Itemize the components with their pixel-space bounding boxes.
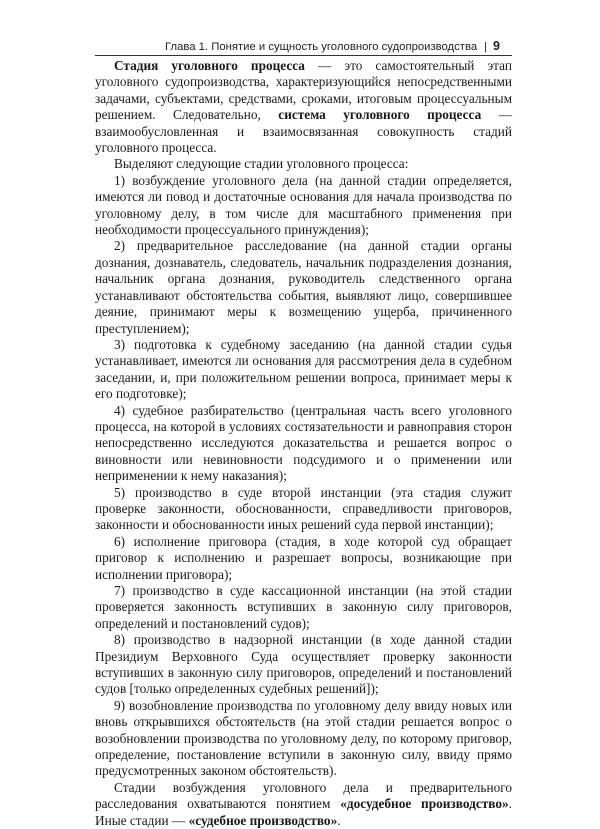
list-item-9: 9) возобновление производства по уголовному делу ввиду новых или вновь открывшихся обстоятельств (на этой стадии решается вопрос о возобновлении производства по уголовному делу, по которому приговор, определение, постановление вступили в законную силу, ввиду прямо предусмотренных законом обстоятельств).	[95, 697, 512, 779]
intro-paragraph: Стадия уголовного процесса — это самостоятельный этап уголовного судопроизводства, характеризующийся непосредственными задачами, субъектами, средствами, сроками, итоговым процессуальным решением. Следовательно, система уголовного процесса — взаимообусловленная и взаимосвязанная совокупность стадий уголовного процесса.	[95, 58, 512, 156]
chapter-title: Глава 1. Понятие и сущность уголовного судопроизводства	[165, 41, 478, 53]
running-header	[132, 39, 500, 53]
term-system: система уголовного процесса	[278, 107, 482, 123]
list-item-4: 4) судебное разбирательство (центральная часть всего уголовного процесса, на которой в условиях состязательности и равноправия сторон непосредственно исследуются доказательства и решается вопрос о виновности или невиновности подсудимого и о применении или неприменении к нему наказания);	[95, 402, 512, 484]
header-rule	[95, 55, 512, 56]
term-judicial: «судебное производство»	[188, 812, 338, 828]
page-number: 9	[493, 39, 500, 53]
list-item-2: 2) предварительное расследование (на данной стадии органы дознания, дознаватель, следователь, начальник подразделения дознания, начальник органа дознания, руководитель следственного органа устанавливают обстоятельства события, выявляют лицо, совершившее деяние, принимают меры к возмещению ущерба, причиненного преступлением);	[95, 238, 512, 336]
list-item-7: 7) производство в суде кассационной инстанции (на этой стадии проверяется законность вступивших в законную силу приговоров, определений и постановлений судов);	[95, 583, 512, 631]
list-intro: Выделяют следующие стадии уголовного процесса:	[114, 156, 409, 172]
term-pretrial: «досудебное производство»	[340, 796, 509, 812]
list-item-1: 1) возбуждение уголовного дела (на данной стадии определяется, имеются ли повод и достаточные основания для начала производства по уголовному делу, в том числе для масштабного применения при необходимости процессуального принуждения);	[95, 172, 512, 238]
list-item-5: 5) производство в суде второй инстанции (эта стадия служит проверке законности, обоснованности, справедливости приговоров, законности и обоснованности иных решений суда первой инстанции);	[95, 484, 512, 533]
header-separator: |	[484, 41, 488, 53]
list-item-3: 3) подготовка к судебному заседанию (на данной стадии судья устанавливает, имеются ли основания для рассмотрения дела в судебном заседании, и, при положительном решении вопроса, принимает меры к его подготовке);	[95, 336, 512, 402]
term-stage: Стадия уголовного процесса	[114, 58, 305, 73]
page-body	[95, 58, 512, 829]
list-item-6: 6) исполнение приговора (стадия, в ходе которой суд обращает приговор к исполнению и разрешает вопросы, возникающие при исполнении приговора);	[95, 533, 512, 582]
list-item-8: 8) производство в надзорной инстанции (в ходе данной стадии Президиум Верховного Суда осуществляет проверку законности вступивших в законную силу приговоров, определений и постановлений судов [только определенных судебных решений]);	[95, 632, 512, 697]
closing-paragraph: Стадии возбуждения уголовного дела и предварительного расследования охватываются понятием «досудебное производство». Иные стадии — «судебное производство».	[95, 779, 512, 828]
